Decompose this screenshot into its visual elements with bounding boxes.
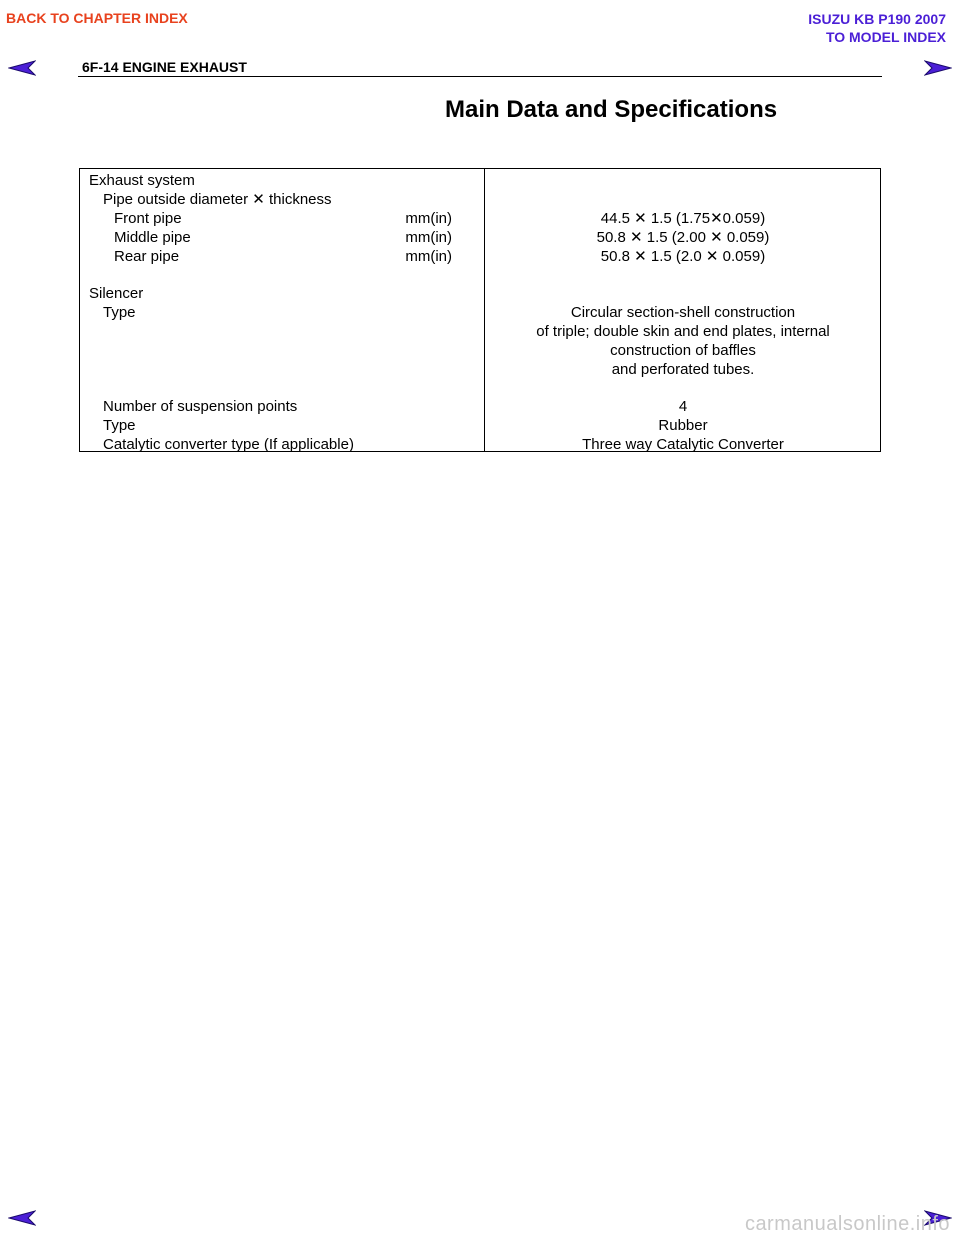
mount-type-label: Type bbox=[103, 417, 136, 434]
front-pipe-value: 44.5 ✕ 1.5 (1.75✕0.059) bbox=[600, 210, 766, 227]
middle-pipe-label: Middle pipe bbox=[114, 229, 191, 246]
model-index-links bbox=[808, 10, 946, 46]
specifications-table bbox=[79, 168, 881, 452]
page-title: Main Data and Specifications bbox=[445, 96, 778, 123]
suspension-points-value: 4 bbox=[678, 398, 688, 415]
rear-pipe-unit: mm(in) bbox=[405, 248, 452, 265]
watermark: carmanualsonline.info bbox=[744, 1213, 950, 1235]
catalytic-converter-label: Catalytic converter type (If applicable) bbox=[103, 436, 354, 453]
silencer-type-value-line-3: construction of baffles bbox=[610, 342, 756, 359]
front-pipe-label: Front pipe bbox=[114, 210, 182, 227]
prev-page-arrow-icon[interactable] bbox=[8, 60, 36, 76]
middle-pipe-value: 50.8 ✕ 1.5 (2.00 ✕ 0.059) bbox=[596, 229, 770, 246]
suspension-points-label: Number of suspension points bbox=[103, 398, 298, 415]
prev-page-arrow-icon-bottom[interactable] bbox=[8, 1210, 36, 1226]
model-title: ISUZU KB P190 2007 bbox=[808, 11, 946, 27]
pipe-heading: Pipe outside diameter ✕ thickness bbox=[103, 191, 332, 208]
silencer-type-label: Type bbox=[103, 304, 136, 321]
front-pipe-unit: mm(in) bbox=[405, 210, 452, 227]
silencer-type-value-line-1: Circular section-shell construction bbox=[570, 304, 796, 321]
silencer-label: Silencer bbox=[89, 285, 144, 302]
middle-pipe-unit: mm(in) bbox=[405, 229, 452, 246]
silencer-type-value-line-4: and perforated tubes. bbox=[611, 361, 755, 378]
rear-pipe-value: 50.8 ✕ 1.5 (2.0 ✕ 0.059) bbox=[600, 248, 766, 265]
catalytic-converter-value: Three way Catalytic Converter bbox=[582, 436, 784, 453]
section-header: 6F-14 ENGINE EXHAUST bbox=[82, 59, 247, 75]
next-page-arrow-icon[interactable] bbox=[924, 60, 952, 76]
silencer-type-value-line-2: of triple; double skin and end plates, internal bbox=[536, 323, 830, 340]
mount-type-value: Rubber bbox=[658, 417, 708, 434]
back-to-chapter-index-link[interactable]: BACK TO CHAPTER INDEX bbox=[6, 10, 188, 26]
header-divider bbox=[78, 76, 882, 77]
to-model-index-link[interactable]: TO MODEL INDEX bbox=[825, 29, 946, 45]
rear-pipe-label: Rear pipe bbox=[114, 248, 180, 265]
exhaust-system-label: Exhaust system bbox=[89, 172, 195, 189]
